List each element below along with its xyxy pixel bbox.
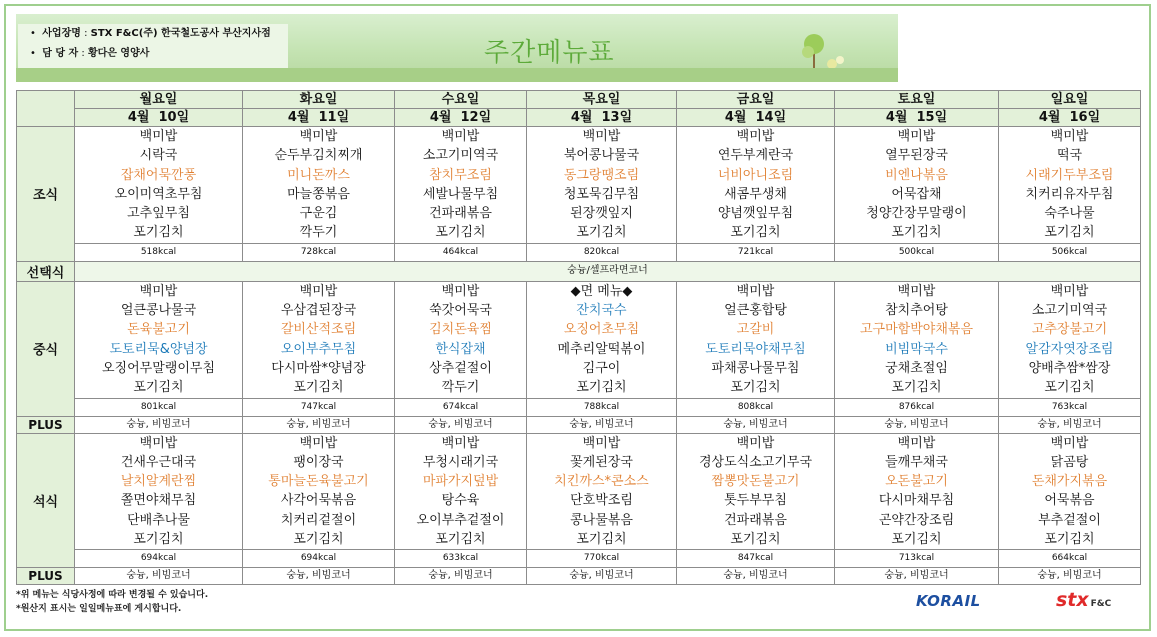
menu-item: 백미밥 (582, 435, 621, 451)
stx-logo-text: stx (1056, 589, 1089, 611)
menu-item: 돈채가지볶음 (1031, 474, 1108, 490)
lunch-menu-cell (243, 281, 395, 398)
menu-item: 포기김치 (891, 225, 942, 241)
manager-value: 황다은 영양사 (87, 48, 150, 59)
menu-item: 너비아니조림 (717, 167, 794, 183)
menu-item: 백미밥 (736, 283, 775, 299)
menu-item: 어묵볶음 (1044, 493, 1095, 509)
lunch-menu-cell (835, 281, 999, 398)
menu-item: 오징어무말랭이무침 (101, 360, 216, 376)
menu-item: 파채콩나물무침 (711, 360, 800, 376)
grass-strip (16, 68, 898, 82)
menu-item: 건새우근대국 (120, 454, 197, 470)
menu-item: 어묵잡채 (891, 186, 942, 202)
menu-item: 치커리겉절이 (280, 512, 357, 528)
menu-item: 곤약간장조림 (878, 512, 955, 528)
menu-item: 짬뽕맛돈불고기 (711, 474, 800, 490)
header-banner (16, 14, 898, 82)
kcal-value: 518kcal (75, 243, 243, 261)
breakfast-menu-cell (677, 127, 835, 244)
menu-item: 포기김치 (293, 380, 344, 396)
plus-text: 숭늉, 비빔코너 (527, 416, 677, 433)
menu-item: 고추장불고기 (1031, 322, 1108, 338)
day-header: 금요일 (677, 91, 835, 109)
dinner-menu-cell (527, 433, 677, 550)
plus-label: PLUS (17, 416, 75, 433)
menu-item: 포기김치 (435, 532, 486, 548)
menu-item: 백미밥 (897, 283, 936, 299)
menu-item: 통마늘돈육불고기 (268, 474, 369, 490)
menu-item: 팽이장국 (293, 454, 344, 470)
breakfast-row (17, 127, 1141, 244)
menu-item: 얼큰콩나물국 (120, 303, 197, 319)
date-header: 4월 14일 (677, 109, 835, 127)
dinner-row (17, 433, 1141, 550)
menu-item: 오돈불고기 (885, 474, 948, 490)
kcal-value: 633kcal (395, 550, 527, 568)
menu-item: ◆면 메뉴◆ (570, 283, 633, 299)
select-label: 선택식 (17, 261, 75, 281)
menu-item: 숙주나물 (1044, 206, 1095, 222)
menu-item: 백미밥 (139, 129, 178, 144)
date-header: 4월 16일 (999, 109, 1141, 127)
menu-item: 비빔막국수 (885, 341, 948, 357)
day-header: 수요일 (395, 91, 527, 109)
day-row (17, 91, 1141, 109)
kcal-value: 464kcal (395, 243, 527, 261)
menu-item: 백미밥 (736, 435, 775, 451)
menu-item: 경상도식소고기무국 (698, 454, 813, 470)
menu-item: 양배추쌈*쌈장 (1028, 360, 1111, 376)
kcal-value: 747kcal (243, 398, 395, 416)
date-header: 4월 15일 (835, 109, 999, 127)
date-header: 4월 10일 (75, 109, 243, 127)
menu-item: 백미밥 (299, 129, 338, 144)
kcal-value: 694kcal (243, 550, 395, 568)
menu-item: 소고기미역국 (1031, 303, 1108, 319)
lunch-menu-cell (999, 281, 1141, 398)
select-text: 숭늉/셀프라면코너 (75, 261, 1141, 281)
menu-item: 백미밥 (1050, 435, 1089, 451)
date-row (17, 109, 1141, 127)
kcal-value: 500kcal (835, 243, 999, 261)
lunch-menu-cell (527, 281, 677, 398)
breakfast-menu-cell (999, 127, 1141, 244)
menu-item: 백미밥 (299, 435, 338, 451)
day-header: 월요일 (75, 91, 243, 109)
menu-item: 포기김치 (435, 225, 486, 241)
menu-item: 양념깻잎무침 (717, 206, 794, 222)
dinner-plus-row (17, 568, 1141, 585)
breakfast-menu-cell (75, 127, 243, 244)
plus-text: 숭늉, 비빔코너 (75, 416, 243, 433)
menu-item: 백미밥 (1050, 283, 1089, 299)
menu-item: 백미밥 (897, 435, 936, 451)
menu-item: 포기김치 (576, 225, 627, 241)
site-value: STX F&C(주) 한국철도공사 부산지사점 (90, 28, 271, 39)
menu-item: 치킨까스*콘소스 (554, 474, 649, 490)
plus-text: 숭늉, 비빔코너 (395, 568, 527, 585)
plus-text: 숭늉, 비빔코너 (75, 568, 243, 585)
date-header: 4월 11일 (243, 109, 395, 127)
lunch-kcal-row (17, 398, 1141, 416)
menu-item: 한식잡채 (435, 341, 486, 357)
menu-item: 시래기두부조림 (1025, 167, 1114, 183)
menu-item: 포기김치 (891, 380, 942, 396)
dinner-menu-cell (677, 433, 835, 550)
menu-item: 얼큰홍합탕 (724, 303, 787, 319)
kcal-value: 808kcal (677, 398, 835, 416)
dinner-kcal-row (17, 550, 1141, 568)
manager-label: 담 당 자 (42, 48, 79, 59)
menu-item: 미니돈까스 (287, 167, 350, 183)
site-row: • 사업장명 : STX F&C(주) 한국철도공사 부산지사점 (30, 28, 271, 39)
dinner-menu-cell (395, 433, 527, 550)
menu-item: 고갈비 (736, 322, 775, 338)
menu-item: 상추겉절이 (429, 360, 492, 376)
menu-item: 포기김치 (730, 532, 781, 548)
menu-item: 단호박조림 (570, 493, 633, 509)
menu-item: 고추잎무침 (127, 206, 190, 222)
menu-item: 청양간장무말랭이 (866, 206, 967, 222)
menu-item: 오이미역초무침 (114, 186, 203, 202)
lunch-menu-cell (75, 281, 243, 398)
menu-item: 청포묵김무침 (563, 186, 640, 202)
menu-item: 쑥갓어묵국 (429, 303, 492, 319)
menu-item: 우삼겹된장국 (280, 303, 357, 319)
kcal-value: 788kcal (527, 398, 677, 416)
menu-item: 오이부추무침 (280, 341, 357, 357)
breakfast-menu-cell (527, 127, 677, 244)
menu-item: 포기김치 (133, 225, 184, 241)
info-box (18, 24, 288, 68)
menu-item: 구운김 (299, 206, 338, 222)
menu-item: 새콤무생채 (724, 186, 787, 202)
menu-item: 순두부김치찌개 (274, 148, 363, 164)
kcal-value: 801kcal (75, 398, 243, 416)
plus-text: 숭늉, 비빔코너 (999, 568, 1141, 585)
day-header: 목요일 (527, 91, 677, 109)
kcal-value: 674kcal (395, 398, 527, 416)
menu-item: 포기김치 (1044, 225, 1095, 241)
menu-item: 오이부추겉절이 (416, 512, 505, 528)
breakfast-menu-cell (243, 127, 395, 244)
lunch-label: 중식 (17, 281, 75, 416)
menu-item: 시락국 (139, 148, 178, 164)
menu-item: 세발나물무침 (422, 186, 499, 202)
menu-item: 도토리묵&양념장 (109, 341, 208, 357)
breakfast-kcal-row (17, 243, 1141, 261)
menu-item: 치커리유자무침 (1025, 186, 1114, 202)
menu-item: 포기김치 (133, 532, 184, 548)
menu-item: 포기김치 (293, 532, 344, 548)
korail-logo: KORAIL (916, 592, 981, 610)
date-header: 4월 12일 (395, 109, 527, 127)
plus-text: 숭늉, 비빔코너 (677, 568, 835, 585)
menu-item: 사각어묵볶음 (280, 493, 357, 509)
menu-item: 메추리알떡볶이 (557, 341, 646, 357)
date-header: 4월 13일 (527, 109, 677, 127)
menu-item: 포기김치 (133, 380, 184, 396)
menu-item: 마파가지덮밥 (422, 474, 499, 490)
menu-item: 다시마채무침 (878, 493, 955, 509)
lunch-plus-row (17, 416, 1141, 433)
plus-text: 숭늉, 비빔코너 (835, 568, 999, 585)
menu-item: 쫄면야채무침 (120, 493, 197, 509)
menu-item: 열무된장국 (885, 148, 948, 164)
select-row (17, 261, 1141, 281)
menu-item: 백미밥 (139, 435, 178, 451)
breakfast-menu-cell (395, 127, 527, 244)
menu-item: 김구이 (582, 360, 621, 376)
menu-item: 다시마쌈*양념장 (271, 360, 366, 376)
menu-item: 된장깻잎지 (570, 206, 633, 222)
menu-item: 갈비산적조림 (280, 322, 357, 338)
menu-item: 백미밥 (441, 129, 480, 144)
menu-item: 포기김치 (1044, 380, 1095, 396)
weekly-menu-table (16, 90, 1141, 585)
kcal-value: 763kcal (999, 398, 1141, 416)
lunch-row (17, 281, 1141, 398)
page-title: 주간메뉴표 (484, 38, 615, 68)
menu-item: 꽃게된장국 (570, 454, 633, 470)
manager-row: • 담 당 자 : 황다은 영양사 (30, 48, 150, 59)
menu-item: 포기김치 (576, 532, 627, 548)
plus-text: 숭늉, 비빔코너 (677, 416, 835, 433)
menu-item: 탕수육 (441, 493, 480, 509)
footnote: *위 메뉴는 식당사정에 따라 변경될 수 있습니다. (16, 590, 209, 600)
menu-item: 톳두부무침 (724, 493, 787, 509)
kcal-value: 713kcal (835, 550, 999, 568)
footnote: *원산지 표시는 일일메뉴표에 게시합니다. (16, 604, 182, 614)
menu-item: 들깨무채국 (885, 454, 948, 470)
plus-text: 숭늉, 비빔코너 (527, 568, 677, 585)
plus-text: 숭늉, 비빔코너 (999, 416, 1141, 433)
menu-item: 닭곰탕 (1050, 454, 1089, 470)
menu-item: 떡국 (1056, 148, 1083, 164)
menu-item: 단배추나물 (127, 512, 190, 528)
menu-item: 포기김치 (576, 380, 627, 396)
dinner-menu-cell (75, 433, 243, 550)
day-header: 일요일 (999, 91, 1141, 109)
menu-item: 포기김치 (730, 380, 781, 396)
kcal-value: 664kcal (999, 550, 1141, 568)
dinner-menu-cell (999, 433, 1141, 550)
menu-item: 동그랑땡조림 (563, 167, 640, 183)
kcal-value: 820kcal (527, 243, 677, 261)
menu-item: 참치무조림 (429, 167, 492, 183)
menu-item: 소고기미역국 (422, 148, 499, 164)
menu-item: 포기김치 (1044, 532, 1095, 548)
lunch-menu-cell (677, 281, 835, 398)
plus-text: 숭늉, 비빔코너 (835, 416, 999, 433)
kcal-value: 721kcal (677, 243, 835, 261)
stx-logo (1056, 589, 1111, 611)
menu-item: 백미밥 (139, 283, 178, 299)
day-header: 토요일 (835, 91, 999, 109)
breakfast-label: 조식 (17, 127, 75, 262)
menu-item: 비엔나볶음 (885, 167, 948, 183)
kcal-value: 847kcal (677, 550, 835, 568)
plus-text: 숭늉, 비빔코너 (243, 568, 395, 585)
menu-item: 부추겉절이 (1038, 512, 1101, 528)
menu-item: 잔치국수 (576, 303, 627, 319)
menu-item: 건파래볶음 (429, 206, 492, 222)
menu-item: 북어콩나물국 (563, 148, 640, 164)
menu-item: 돈육불고기 (127, 322, 190, 338)
menu-item: 연두부계란국 (717, 148, 794, 164)
menu-item: 마늘쫑볶음 (287, 186, 350, 202)
kcal-value: 694kcal (75, 550, 243, 568)
corner-cell (17, 91, 75, 127)
menu-item: 백미밥 (582, 129, 621, 144)
plus-text: 숭늉, 비빔코너 (395, 416, 527, 433)
site-label: 사업장명 (42, 28, 81, 39)
dinner-menu-cell (835, 433, 999, 550)
day-header: 화요일 (243, 91, 395, 109)
stx-logo-sub: F&C (1090, 599, 1112, 609)
menu-item: 알감자엿장조림 (1025, 341, 1114, 357)
kcal-value: 770kcal (527, 550, 677, 568)
menu-item: 콩나물볶음 (570, 512, 633, 528)
menu-item: 참치추어탕 (885, 303, 948, 319)
footnotes (16, 588, 208, 616)
menu-item: 무청시래기국 (422, 454, 499, 470)
menu-item: 잡채어묵깐풍 (120, 167, 197, 183)
menu-item: 김치돈육찜 (429, 322, 492, 338)
menu-item: 백미밥 (441, 283, 480, 299)
menu-item: 포기김치 (730, 225, 781, 241)
menu-item: 고구마함박야채볶음 (859, 322, 974, 338)
menu-item: 도토리묵야채무침 (705, 341, 806, 357)
menu-item: 백미밥 (736, 129, 775, 144)
kcal-value: 728kcal (243, 243, 395, 261)
plus-label: PLUS (17, 568, 75, 585)
menu-item: 건파래볶음 (724, 512, 787, 528)
lunch-menu-cell (395, 281, 527, 398)
kcal-value: 876kcal (835, 398, 999, 416)
menu-item: 날치알계란찜 (120, 474, 197, 490)
plus-text: 숭늉, 비빔코너 (243, 416, 395, 433)
menu-item: 백미밥 (299, 283, 338, 299)
kcal-value: 506kcal (999, 243, 1141, 261)
dinner-label: 석식 (17, 433, 75, 568)
breakfast-menu-cell (835, 127, 999, 244)
menu-item: 깍두기 (299, 225, 338, 241)
menu-item: 백미밥 (441, 435, 480, 451)
dinner-menu-cell (243, 433, 395, 550)
menu-item: 깍두기 (441, 380, 480, 396)
menu-item: 백미밥 (1050, 129, 1089, 144)
menu-item: 궁채초절임 (885, 360, 948, 376)
menu-item: 백미밥 (897, 129, 936, 144)
menu-item: 포기김치 (891, 532, 942, 548)
menu-item: 오징어초무침 (563, 322, 640, 338)
